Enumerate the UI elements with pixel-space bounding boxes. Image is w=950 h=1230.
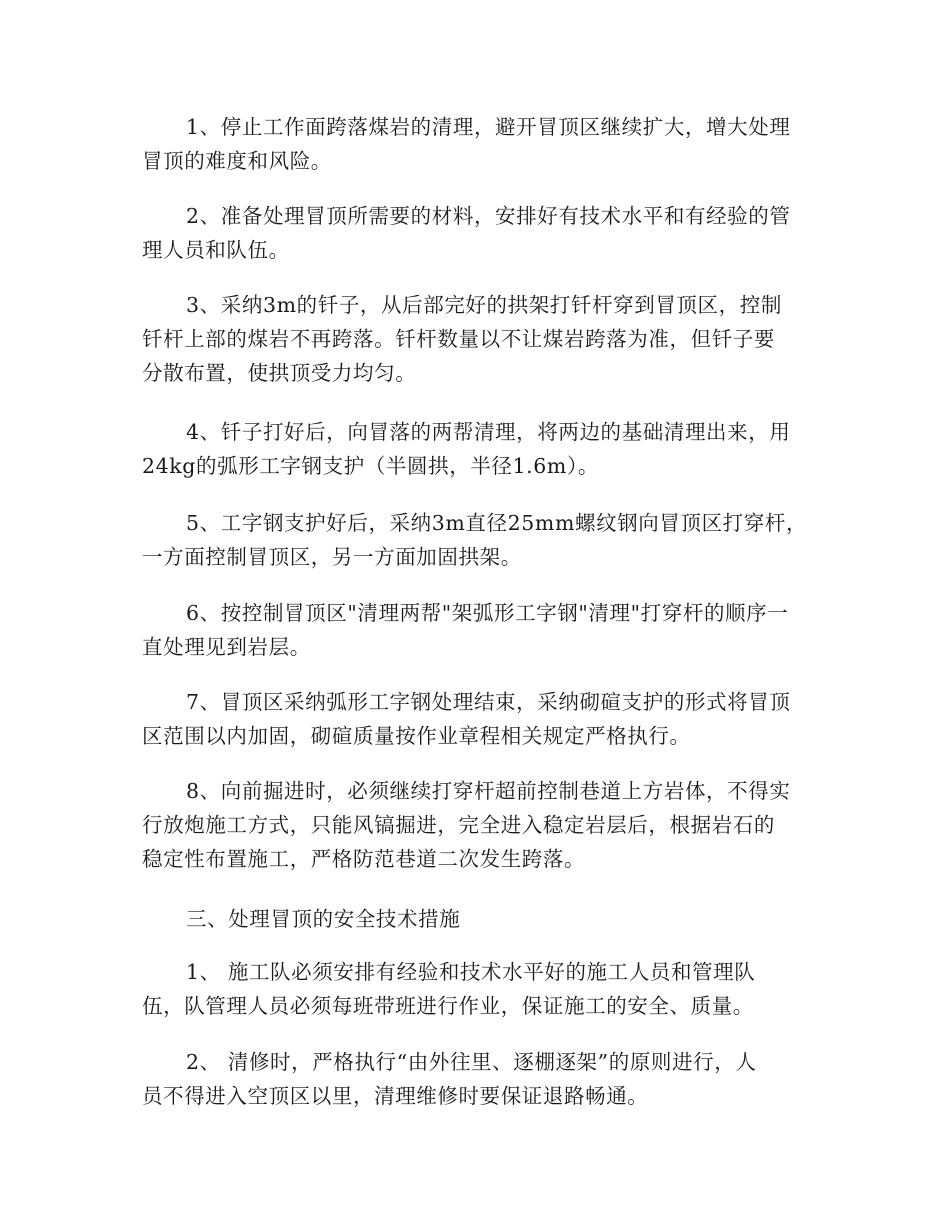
paragraph-line: 2、 清修时，严格执行“由外往里、逐棚逐架”的原则进行，人 [186, 1050, 757, 1074]
paragraph-line: 行放炮施工方式，只能风镐掘进，完全进入稳定岩层后，根据岩石的 [142, 813, 775, 837]
paragraph-line: 1、停止工作面跨落煤岩的清理，避开冒顶区继续扩大，增大处理 [186, 115, 791, 139]
paragraph-line: 伍，队管理人员必须每班带班进行作业，保证施工的安全、质量。 [142, 994, 754, 1018]
paragraph-step-8 [142, 774, 810, 876]
paragraph-step-6 [142, 596, 810, 664]
paragraph-step-5 [142, 506, 810, 574]
paragraph-line: 3、采纳3m的钎子，从后部完好的拱架打钎杆穿到冒顶区，控制 [186, 293, 782, 317]
paragraph-line: 8、向前掘进时，必须继续打穿杆超前控制巷道上方岩体，不得实 [186, 779, 791, 803]
paragraph-safety-1 [142, 955, 810, 1023]
paragraph-line: 员不得进入空顶区以里，清理维修时要保证退路畅通。 [142, 1084, 649, 1108]
paragraph-line: 分散布置，使拱顶受力均匀。 [142, 361, 417, 385]
paragraph-line: 5、工字钢支护好后，采纳3m直径25mm螺纹钢向冒顶区打穿杆， [186, 511, 808, 535]
paragraph-safety-2 [142, 1045, 810, 1113]
paragraph-line: 6、按控制冒顶区"清理两帮"架弧形工字钢"清理"打穿杆的顺序一 [186, 601, 789, 625]
paragraph-step-1 [142, 110, 810, 178]
paragraph-line: 直处理见到岩层。 [142, 635, 311, 659]
paragraph-step-3 [142, 288, 810, 390]
paragraph-line: 1、 施工队必须安排有经验和技术水平好的施工人员和管理队 [186, 960, 756, 984]
paragraph-step-2 [142, 199, 810, 267]
paragraph-line: 2、准备处理冒顶所需要的材料，安排好有技术水平和有经验的管 [186, 204, 791, 228]
paragraph-line: 理人员和队伍。 [142, 238, 290, 262]
paragraph-step-4 [142, 415, 810, 483]
paragraph-line: 24kg的弧形工字钢支护（半圆拱，半径1.6m）。 [142, 454, 599, 478]
paragraph-step-7 [142, 685, 810, 753]
paragraph-line: 钎杆上部的煤岩不再跨落。钎杆数量以不让煤岩跨落为准，但钎子要 [142, 327, 775, 351]
section-heading-text: 三、处理冒顶的安全技术措施 [186, 907, 461, 931]
paragraph-line: 7、冒顶区采纳弧形工字钢处理结束，采纳砌碹支护的形式将冒顶 [186, 690, 791, 714]
paragraph-line: 4、钎子打好后，向冒落的两帮清理，将两边的基础清理出来，用 [186, 420, 791, 444]
paragraph-line: 冒顶的难度和风险。 [142, 149, 332, 173]
paragraph-line: 一方面控制冒顶区，另一方面加固拱架。 [142, 545, 522, 569]
paragraph-line: 稳定性布置施工，严格防范巷道二次发生跨落。 [142, 847, 586, 871]
paragraph-line: 区范围以内加固，砌碹质量按作业章程相关规定严格执行。 [142, 724, 691, 748]
section-heading [142, 902, 810, 936]
